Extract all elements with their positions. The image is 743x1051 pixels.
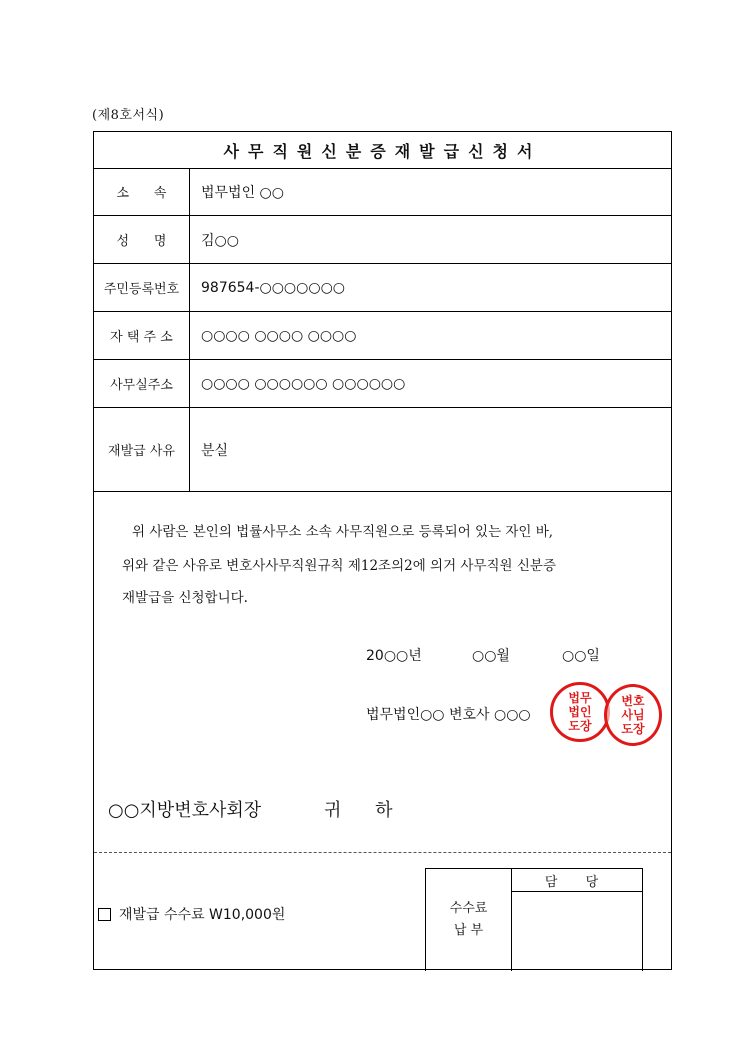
addressee: ○○지방변호사회장 (108, 800, 262, 821)
field-label: 자 택 주 소 (94, 312, 190, 359)
field-row-name (94, 216, 671, 264)
honorific: 귀 하 (324, 800, 407, 821)
field-row-affiliation (94, 168, 671, 216)
field-label: 재발급 사유 (94, 408, 190, 491)
cut-line-divider (94, 852, 671, 853)
date-day: ○○일 (562, 648, 600, 664)
field-row-home-address (94, 312, 671, 360)
fee-checkbox[interactable] (98, 908, 111, 921)
field-value: ○○○○ ○○○○○○ ○○○○○○ (201, 375, 406, 392)
fee-payment-label (426, 869, 512, 971)
field-label: 성 명 (94, 216, 190, 263)
field-row-reissue-reason (94, 408, 671, 492)
fee-box-label-2: 납 부 (453, 923, 484, 938)
application-form (93, 131, 672, 970)
field-label: 소 속 (94, 168, 190, 215)
field-value: 법무법인 ○○ (201, 184, 284, 201)
field-label: 주민등록번호 (94, 264, 190, 311)
statement-line-1: 위 사람은 본인의 법률사무소 소속 사무직원으로 등록되어 있는 자인 바, (132, 524, 554, 540)
lawyer-seal-text: 변호 사님 도장 (621, 694, 645, 736)
fee-line (98, 904, 285, 924)
statement-line-3: 재발급을 신청합니다. (122, 590, 248, 606)
fee-label: 재발급 수수료 W10,000원 (119, 907, 286, 923)
field-value: ○○○○ ○○○○ ○○○○ (201, 327, 357, 344)
field-row-resident-number (94, 264, 671, 312)
statement-line-2: 위와 같은 사유로 변호사사무직원규칙 제12조의2에 의거 사무직원 신분증 (122, 558, 556, 574)
field-value: 987654-○○○○○○○ (201, 279, 346, 296)
field-label: 사무실주소 (94, 360, 190, 407)
field-row-office-address (94, 360, 671, 408)
date-year: 20○○년 (366, 648, 422, 664)
form-title: 사무직원신분증재발급신청서 (94, 132, 671, 169)
lawyer-seal-stamp (604, 684, 662, 746)
fee-box-label-1: 수수료 (449, 901, 488, 916)
firm-seal-text: 법무 법인 도장 (568, 691, 592, 733)
field-value: 김○○ (201, 232, 239, 249)
in-charge-header: 담 당 (512, 869, 643, 892)
signer-name: 법무법인○○ 변호사 ○○○ (366, 707, 531, 723)
fee-payment-box (425, 868, 643, 971)
field-value: 분실 (201, 442, 229, 459)
date-month: ○○월 (472, 648, 510, 664)
firm-seal-stamp (550, 682, 610, 742)
form-number: (제8호서식) (92, 108, 165, 123)
